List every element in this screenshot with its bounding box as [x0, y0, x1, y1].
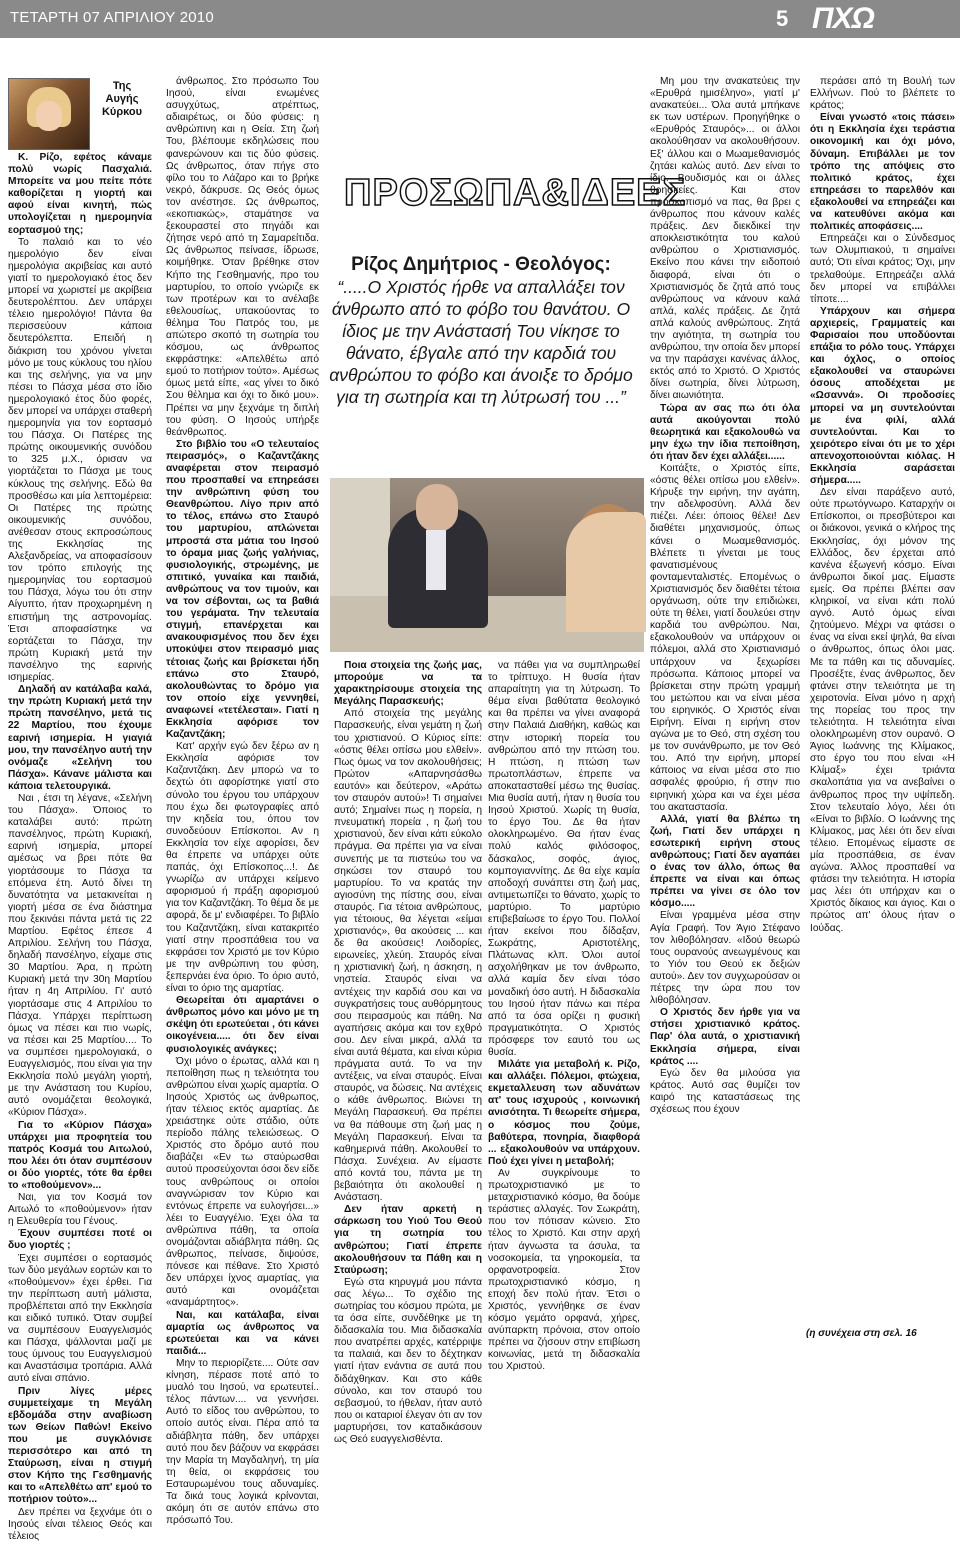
article-column-4	[334, 660, 482, 1445]
answer-paragraph: Το παλαιό και το νέο ημερολόγιο δεν είναι ημερολόγια ακριβείας και αυτό γιατί το ημερολογιακό έτος δεν μπορεί να χωριστεί με ακρίβεια δευτερολέπτου. Δεν υπάρχει τέλειο ημερολόγιο! Πάντα θα περισσεύουν κάποια δευτερόλεπτα. Επειδή η διάκριση του χρόνου γίνεται μόνο με τους κύκλους του ηλίου και της σελήνης, για να μην πέσει το Πάσχα μέσα στο ίδιο ημερολογιακό έτος δύο φορές, δεν μπορεί να υπάρχει σταθερή ημερομηνία για τον εορτασμό του Πάσχα. Οι Πατέρες της πρώτης οικουμενικής συνόδου το 325 μ.Χ., όρισαν να γιορτάζεται το Πάσχα με τους κύκλους της σελήνης. Εδώ θα προσθέσω και μία λεπτομέρεια: Οι Πατέρες της πρώτης οικουμενικής συνόδου, ανέθεσαν στους εκπροσώπους της Εκκλησίας της Αλεξανδρείας, να αποφασίσουν τον τρόπο επιλογής της ημερομηνίας του εορτασμού του Πάσχα, λόγω του ότι στην Αίγυπτο, ήταν προχωρημένη η επιστήμη της αστρονομίας. Έτσι αποφασίστηκε να εορτάζεται το Πάσχα, την πρώτη Κυριακή μετά την πανσέληνο της εαρινής ισημερίας.	[8, 236, 152, 684]
answer-paragraph: Αν συγκρίνουμε το πρωτοχριστιανικό με το μεταχριστιανικό κόσμο, θα δούμε τεράστιες αλλαγές. Τον Σωκράτη, που τον πότισαν κώνειο. Στο τέλος το Χριστό. Και στην αρχή ήταν άγνωστα τα άσυλα, τα νοσοκομεία, τα γηροκομεία, τα ορφανοτροφεία. Στον πρωτοχριστιανικό κόσμο, η εποχή δεν πολύ ήταν. Έτσι ο Χριστός, γεννήθηκε σε έναν κόσμο γεμάτο ορφανά, χήρες, ανύπαρκτη πρόνοια, στον οποίο πρέπει να ζήσουν στην επιβίωση κοινωνίας, μετά τη διδασκαλία του Χριστού.	[488, 1167, 640, 1373]
quote-text: “.....Ο Χριστός ήρθε να απαλλάξει τον άνθρωπο από το φόβο του θανάτου. Ο ίδιος με την Ανάστασή Του νίκησε το θάνατο, έβγαλε από την καρδιά του ανθρώπου το φόβο και άνοιξε το δρόμο για τη σωτηρία και τη λύτρωσή του ...”	[329, 277, 633, 407]
question-paragraph: Ναι, και κατάλαβα, είναι αμαρτία ως άνθρωπος να ερωτεύεται και να κάνει παιδιά...	[166, 1309, 319, 1357]
article-column-6	[650, 76, 800, 1332]
question-paragraph: Δηλαδή αν κατάλαβα καλά, την πρώτη Κυριακή μετά την πρώτη πανσέληνο, μετά τις 22 Μαρτίου, που έχουμε εαρινή ισημερία. Η γιαγιά μου, την πανσέληνο αυτή την ονόμαζε «Σελήνη του Πάσχα». Κάνανε μάλιστα και κάποια τελετουργικά.	[8, 684, 152, 792]
answer-paragraph: Είναι γραμμένα μέσα στην Αγία Γραφή. Τον Άγιο Στέφανο τον λιθοβόλησαν. «Ιδού θεωρώ τους ουρανούς ανεωγμένους και το Υιόν του Θεού εκ δεξιών αυτού». Δεν τον συγχωρούσαν οι πέτρες την ώρα που τον λιθοβόλησαν.	[650, 910, 800, 1007]
author-face	[36, 101, 62, 131]
interview-photo	[330, 478, 644, 652]
answer-paragraph: Έχει συμπέσει ο εορτασμός των δύο μεγάλων εορτών και το «ποθούμενον» έχει έρθει. Για την περίπτωση αυτή μάλιστα, προβλέπεται από την Εκκλησία και ειδικό τυπικό. Όταν συμβεί να συμπέσουν Ευαγγελισμός και Πάσχα, ψάλλονται μαζί με τους ύμνους του Ευαγγελισμού και Αναστάσιμα τροπάρια. Αλλά αυτό είναι σπάνιο.	[8, 1252, 152, 1385]
question-paragraph: Τώρα αν σας πω ότι όλα αυτά ακούγονται πολύ θεωρητικά και εξακολουθώ να μην έχω την ίδια πεποίθηση, ότι ήταν δεν έχει αλλάξει......	[650, 402, 800, 462]
question-paragraph: Ο Χριστός δεν ήρθε για να στήσει χριστιανικό κράτος. Παρ' όλα αυτά, ο χριστιανική Εκκλησία σήμερα, είναι κράτος ....	[650, 1007, 800, 1067]
continuation-note: (η συνέχεια στη σελ. 16	[806, 1328, 917, 1339]
question-paragraph: Είναι γνωστό «τοις πάσει» ότι η Εκκλησία έχει τεράστια οικονομική και όχι μόνο, δύναμη. Επιβάλλει με τον τρόπο της απόψεις στο πολιτικό κράτος, έχει επηρεάσει το παρελθόν και εξακολουθεί να επηρεάζει και να κατευθύνει ακόμα και πολιτικές αποφάσεις....	[810, 112, 955, 233]
page-number: 5	[776, 6, 789, 31]
question-paragraph: Αλλά, γιατί θα βλέπω τη ζωή, Γιατί δεν υπάρχει η εσωτερική ειρήνη στους ανθρώπους; Γιατί δεν αγαπάει ο ένας τον άλλο, όπως θα έπρεπε να είναι και όπως πρέπει να γίνει σε όλο τον κόσμο.....	[650, 813, 800, 910]
photo-man-shirt	[426, 530, 446, 590]
column-4-body	[334, 708, 482, 1446]
question-paragraph: Για το «Κύριον Πάσχα» υπάρχει μια προφητεία του πατρός Κοσμά του Αιτωλού, που λέει ότι όταν συμπέσουν οι δύο γιορτές, τότε θα έρθει το «ποθούμενον»...	[8, 1119, 152, 1191]
question-paragraph: Δεν ήταν αρκετή η σάρκωση του Υιού Του Θεού για τη σωτηρία του ανθρώπου; Γιατί έπρεπε ακολουθήσουν τα Πάθη και η Σταύρωση;	[334, 1204, 482, 1276]
byline-line3: Κύρκου	[101, 106, 143, 118]
answer-paragraph: Από στοιχεία της μεγάλης Παρασκευής, είναι γεμάτη η ζωή του χριστιανού. Ο Κύριος είπε: «όστις θέλει οπίσω μου ελθείν». Πως όμως να τον ακολουθήσεις; Πρώτον «Απαρνησάσθω εαυτόν» και δεύτερον, «Αράτω τον σταυρόν αυτού»! Τι σημαίνει αυτό; Σημαίνει πως η πορεία, η πνευματική πορεία , η ζωή του χριστιανού, δεν είναι κάτι εύκολο πράγμα. Θα πρέπει για να είναι συνεπής με τα πιστεύω του να σηκώσει τον σταυρό του μαρτυρίου. Το να κρατάς την αγιοσύνη της πίστης σου, είναι σταυρός. Για τέτοια ανθρώπους, για τέτοιους, θα λέγεται «είμαι χριστιανός», θα ακούσεις ... και δε θα ακούσεις! Λοιδορίες, ειρωνείες, χλεύη. Σταυρός είναι η χριστιανική ζωή, η άσκηση, η νηστεία. Σταυρός είναι να αντέχεις την καρδιά σου και να συγκρατήσεις τους αυθόρμητους σου πειρασμούς και πάθη. Να αγαπήσεις ακόμα και τον εχθρό σου. Δεν είναι μικρά, αλλά τα είναι αυτά θέματα, και είναι κύρια πράγματα αυτά. Το να την αντέξεις, να είναι σταυρός. Είναι σταυρός, να δώσεις. Να αντέχεις ο κάθε άνθρωπος. Βιώνει τη Μεγάλη Παρασκευή. Θα πρέπει να θα πάθουμε στη ζωή μας η Μεγάλη Παρασκευή. Είναι τα καθημερινά πάθη. Ακολουθεί το Πάσχα. Συνέχεια. Αν είμαστε από κοντά του, πάντα με τη βεβαιότητα ότι ακολουθεί η Ανάσταση.	[334, 708, 482, 1204]
author-photo	[8, 78, 90, 150]
answer-paragraph: Εγώ στα κηρυγμά μου πάντα σας λέγω... Το σχέδιο της σωτηρίας του κόσμου πρώτα, με τα όσα είπε, συνδέθηκε με τη διδασκαλία του. Μια διδασκαλία που ανατρέπει αρχές, κατέρριψε τα παλαιά, και δεν το δέχτηκαν γιατί ήταν ενάντια σε αυτά που διδάχθηκαν. Και στο κάθε σύνολο, και τον σταυρό του σεβασμού, το ήθελαν, ήταν αυτό που οι καταριοί έλεγαν ότι αν τον μαρτυρήσει, τον καταδικάσουν ως Θεό ευαγγελισθέντα.	[334, 1276, 482, 1445]
question-paragraph: Στο βιβλίο του «Ο τελευταίος πειρασμός», ο Καζαντζάκης αναφέρεται στον πειρασμό που προσπαθεί να επηρεάσει την ανθρώπινη φύση του Θεανθρώπου. Λίγο πριν από το τέλος, επάνω στο Σταυρό του μαρτυρίου, απλώνεται μπροστά στα μάτια του Ιησού το όραμα μιας ζωής γαλήνιας, φυσιολογικής, στρωμένης, με σπιτικό, γυναίκα και παιδιά, ανθρώπους να τον τιμούν, και να τον σέβονται, ως τα βαθιά του γεράματα. Την τελευταία στιγμή, επανέρχεται και ανακουφισμένος που δεν έχει υποκύψει στον πειρασμό μιας τέτοιας ζωής και βρίσκεται ήδη επάνω στο Σταυρό, ακολουθώντας το δρόμο για τον οποίο είχε γεννηθεί, αναφωνεί «τετέλεσται». Γιατί η Εκκλησία αφόρισε τον Καζαντζάκη;	[166, 438, 319, 741]
answer-paragraph: Δεν πρέπει να ξεχνάμε ότι ο Ιησούς είναι τέλειος Θεός και τέλειος	[8, 1506, 152, 1542]
article-column-2	[166, 76, 319, 1527]
photo-man-head	[416, 484, 458, 532]
answer-paragraph: Ναι , έτσι τη λέγανε, «Σελήνη του Πάσχα». Όποιος το καταλάβει αυτό: πρώτη πανσέληνος, πρώτη Κυριακή, εαρινή ισημερία, μπορεί αμέσως να βρει πότε θα γιορτάσουμε το Πάσχα τα επόμενα έτη. Αυτό δίνει τη δυνατότητα να μετακινείται η γιορτή μέσα σε ένα διάστημα που ξεκινάει πάντα μετά τις 22 Μαρτίου. Εφέτος έπεσε 4 Απριλίου. Σελήνη του Πάσχα, δηλαδή πανσέληνο, είχαμε στις 30 Μαρτίου. Άρα, η πρώτη Κυριακή μετά την 30η Μαρτίου ήταν η 4η Απριλίου. Γι' αυτό γιορτάσαμε στις 4 Απριλίου το Πάσχα. Υπάρχει περίπτωση όμως να πέσει και πιο νωρίς, να πέσει και 25 Μαρτίου.... Το να συμπέσει ημερολογιακά, ο Ευαγγελισμός, που είναι για την Εκκλησία πολύ μεγάλη γιορτή, με την Ανάσταση του Κυρίου, αυτό ονομάζεται θεολογικά, «Κύριον Πάσχα».	[8, 792, 152, 1119]
answer-paragraph: περάσει από τη Βουλή των Ελλήνων. Πού το βλέπετε το κράτος;	[810, 76, 955, 112]
question-paragraph: Κ. Ρίζο, εφέτος κάναμε πολύ νωρίς Πασχαλιά. Μπορείτε να μου πείτε πότε καθορίζεται η γιορτή και αφού είναι κινητή, πώς υπολογίζεται η ημερομηνία εορτασμού της;	[8, 152, 152, 236]
question-paragraph: Θεωρείται ότι αμαρτάνει ο άνθρωπος μόνο και μόνο με τη σκέψη ότι ερωτεύεται , ότι κάνει οικογένεια..... ότι δεν είναι φυσιολογικές ανάγκες;	[166, 995, 319, 1055]
answer-paragraph: άνθρωπος. Στο πρόσωπο Του Ιησού, είναι ενωμένες ασυγχύτως, ατρέπτως, αδιαιρέτως, οι δύο φύσεις: η ανθρώπινη και η Θεία. Στη ζωή Του, βλέπουμε εκδηλώσεις που φανερώνουν και τις δύο φύσεις. Ως άνθρωπος, όταν πήγε στο φίλο του το Λάζαρο και το βρήκε νεκρό, δάκρυσε. Ως Θεός όμως τον ανέστησε. Ως άνθρωπος, «εκοπιακώς», σταμάτησε να ξεκουραστεί στο πηγάδι και ζήτησε νερό από τη Σαμαρείτιδα. Ως άνθρωπος πείνασε, ίδρωσε, κοιμήθηκε. Όταν βρέθηκε στον Κήπο της Γεσθημανής, προ του μαρτυρίου, το οποίο γνώριζε εκ των προτέρων και το ανέλαβε εθελουσίως, υπακούοντας το θέλημα Του Πατρός του, με απώτερο σκοπό τη σωτηρία του κόσμου, ως άνθρωπος εκφράστηκε: «Απελθέτω από εμού το ποτήριον τούτο». Αμέσως όμως μετά είπε, «ας γίνει το δικό Σου θέλημα και όχι το δικό μου». Πρέπει να μην ξεχνάμε τη διπλή του φύση. Ο Ιησούς υπήρξε θεάνθρωπος.	[166, 76, 319, 438]
question-paragraph: Υπάρχουν και σήμερα αρχιερείς, Γραμματείς και Φαρισαίοι που υποδύονται επάξια το ρόλο τους. Υπάρχει και όχλος, ο οποίος εξακολουθεί να σταυρώνει όσους αποδέχεται με «Ωσαννά». Οι προδοσίες μπορεί να μη συντελούνται με ένα φιλί, αλλά συντελούνται. Και το χειρότερο είναι ότι με το χέρι απενοχοποιούνται κιόλας. Η Εκκλησία σαράσεται σήμερα.....	[810, 305, 955, 487]
issue-date: ΤΕΤΑΡΤΗ 07 ΑΠΡΙΛΙΟΥ 2010	[10, 9, 214, 26]
question-paragraph: Μιλάτε για μεταβολή κ. Ρίζο, και αλλάξει. Πόλεμοι, φτώχεια, εκμεταλλευση των αδυνάτων ατ' τους ισχυρούς , κοινωνική ανισότητα. Τι θεωρείτε σήμερα, ο κόσμος που ζούμε, βαθύτερα, πονηρία, διαφθορά ... εξακολουθούν να υπάρχουν. Πού έχει γίνει η μεταβολή;	[488, 1059, 640, 1167]
article-column-5	[488, 660, 640, 1373]
section-title: ΠΡΟΣΩΠΑ&ΙΔΕΕΣ	[344, 172, 687, 214]
answer-paragraph: να πάθει για να συμπληρωθεί το τρίπτυχο. Η θυσία ήταν απαραίτητη για τη λύτρωση. Το θέμα είναι βαθύτατα θεολογικό και θα πρέπει να γίνει αναφορά στην Παλαιά Διαθήκη, καθώς και στην ιστορική πορεία του ανθρώπου από την πτώση του. Η πτώση, η πτώση των πρωτοπλάστων, έπρεπε να αποκατασταθεί μέσω της θυσίας. Μια θυσία αυτή, ήταν η θυσία του Ιησού Χριστού. Χωρίς τη θυσία, το έργο Του. Δε θα ήταν ολοκληρωμένο. Θα ήταν ένας πολύ καλός φιλόσοφος, δάσκαλος, σοφός, άγιος, κομπογιαννίτης. Δε θα είχε καμία αποδοχή συνάπτει στη ζωή μας, αντιμετωπίζει το θάνατο, χωρίς το μαρτύριο. Το μαρτύριο επιβεβαίωσε το έργο Του. Πολλοί ήταν εκείνοι που δίδαξαν, Σωκράτης, Αριστοτέλης, Πλάτωνας κλπ. Όλοι αυτοί ασχολήθηκαν με τον άνθρωπο, αλλά καμία δεν είναι τόσο μοναδική όσο αυτή. Η διδασκαλία του Ιησού ήταν πάνω και πέρα από τα όσα ορίζει η φυσική πραγματικότητα. Ο Χριστός πρόσφερε τον εαυτό του ως θυσία.	[488, 660, 640, 1058]
answer-paragraph: Όχι μόνο ο έρωτας, αλλά και η πεποίθηση πως η τελειότητα του ανθρώπου είναι χωρίς αμαρτία. Ο Ιησούς Χριστός ως άνθρωπος, ήταν τέλειος εκτός αμαρτίας. Δε χρειάστηκε ούτε στάδιο, ούτε περίοδο πάλης τελειώσεως. Ο Χριστός στο δρόμο αυτό που διαβάζει «Εν τω σταύρωσθαι αυτού προσεύχονται όσοι δεν είδε τους ανθρώπους οι οποίοι αναγνώρισαν τον Κύριο και εντόνως έπρεπε να ευλογήσει...» λέει το Ευαγγέλιο. Έχει όλα τα ανθρώπινα πάθη, τα οποία ονομάζονται αδιάβλητα πάθη. Ως άνθρωπος, πείνασε, διψούσε, πόνεσε και πέθανε. Στο Χριστό δεν υπάρχει ίχνος αμαρτίας, για αυτό και ονομάζεται «αναμάρτητος».	[166, 1055, 319, 1309]
question-paragraph: Πριν λίγες μέρες συμμετείχαμε τη Μεγάλη εβδομάδα στην αναβίωση των Θείων Παθών! Εκείνο που με συγκλόνισε περισσότερο και από τη Σταύρωση, είναι η στιγμή στον Κήπο της Γεσθημανής και το «Απελθέτω απ' εμού το ποτήριον τούτο»...	[8, 1385, 152, 1506]
byline-line2: Αυγής	[105, 93, 139, 105]
answer-paragraph: Εγώ δεν θα μιλούσα για κράτος. Αυτό σας θυμίζει τον καιρό της καταστάσεως της σχέσεως που έχουν	[650, 1067, 800, 1115]
answer-paragraph: Κοιτάξτε, ο Χριστός είπε, «όστις θέλει οπίσω μου ελθείν». Κήρυξε την ειρήνη, την αγάπη, την αδελφοσύνη. Αλλά δεν πιέζει. Λέει: όποιος θέλει! Δεν διαθέτει μηχανισμούς, όπως κάνει ο Μωαμεθανισμός. Βλέπετε τι γίνεται με τους φανατισμένους φονταμενταλιστές. Επομένως ο Χριστιανισμός δεν διαθέτει τέτοια οργάνωση, ούτε την επιδιώκει, ούτε τη θέλει, γιατί δουλεύει στην καρδιά του ανθρώπου. Ναι, εξακολουθούν να υπάρχουν οι πόλεμοι, αλλά στο Χριστιανισμό υπάρχουν να ξεχωρίσει πρόσωπα. Κάποιος μπορεί να βρίσκεται στην πρώτη γραμμή του μετώπου και να είναι μέσα του ειρηνικός. Ο Χριστός είναι Ειρήνη. Είναι η ειρήνη στον αγώνα με το Θεό, στη σχέση του με τον συνάνθρωπο, με τον Θεό του. Από την ειρήνη, μπορεί κάποιος να είναι μέσα στο πιο ασφαλές φρούριο, ή στην πιο ειρηνική χώρα και να έχει μέσα του ακαταστασία.	[650, 463, 800, 813]
byline-line1: Της	[112, 80, 132, 92]
answer-paragraph: Κατ' αρχήν εγώ δεν ξέρω αν η Εκκλησία αφόρισε τον Καζαντζάκη. Δεν μπορώ να το δεχτώ ότι αφορίστηκε γιατί στο σύνολο του έργου του υπάρχουν που έχω δει φωτογραφίες από την κηδεία του, όπου τον συνοδεύουν Επίσκοποι. Αν η Εκκλησία τον είχε αφορίσει, δεν θα έπρεπε να υπάρχει ούτε παπάς, όχι Επίσκοπος...!. Δε γνωρίζω αν υπάρχει κείμενο αφορισμού ή πράξη αφορισμού για τον Καζαντζάκη. Το θέμα δε με αφορά, δε μ' ενδιαφέρει. Το βιβλίο του Καζαντζάκη, είναι κατακριτέο γιατί στην προσπάθεια του να εκφράσει τον Χριστό με τον Κύριο με την ανθρώπινη του φύση, ξεπερνάει ένα όριο. Το όριο αυτό, είναι το όριο της αμαρτίας.	[166, 741, 319, 995]
article-column-1	[8, 152, 152, 1542]
byline	[92, 80, 152, 119]
answer-paragraph: Μην το περιορίζετε.... Ούτε σαν κίνηση, πέρασε ποτέ από το μυαλό του Ιησού, να ερωτευτεί.. τέλος πάντων.... να γεννήσει. Αυτό το είδος του ανθρώπου, το οποίο αυτός είναι. Πέρα από τα αδιάβλητα πάθη, δεν υπάρχει αυτό που δεν βάζουν να εκφράσει την Μαρία τη Μαγδαληνή, τη μία τη θεία, οι εκφράσεις του Εσταυρωμένου τους αδυναμίες. Τα δικά τους λογικά κρίνονται, ακόμη ότι σε αυτόν επάνω στο πρόσωπό Του.	[166, 1357, 319, 1527]
answer-paragraph: Επηρεάζει και ο Σύνδεσμος των Ολυμπιακού, τι σημαίνει αυτό; Ότι είναι κράτος; Όχι, μην τρελαθούμε. Επηρεάζει αλλά δεν μπορεί να επιβάλλει τίποτε....	[810, 233, 955, 305]
answer-paragraph: Μη μου την ανακατεύεις την «Ερυθρά ημισέληνο», γιατί μ' ανακατεύει... Όλα αυτά μπήκανε εκ των υστέρων. Προηγήθηκε ο «Ερυθρός Σταυρός»... οι άλλοι ακολούθησαν να ακολουθήσουν. Εξ' άλλου και ο Μωαμεθανισμός ζητάει καλώς αυτό. Δεν είναι το ίδιο. Βουδισμός και οι άλλες θρησκείες. Και στον προσκοπισμό να πας, θα βρει ς άνθρωπος που κάνουν καλές πράξεις. Δεν διεκδικεί την αποκλειστικότητα του καλού ανθρώπου ο Χριστιανισμός. Εκείνο που κάνει την ειδοποιό διαφορά, είναι ότι ο Χριστιανισμός δε ζητά από τους ανθρώπους να κάνουν καλά απλά, καλές πράξεις. Δε ζητά απλά καλούς ανθρώπους. Ζητά την αγιότητα, τη σωτηρία του ανθρώπου, την οποία δεν μπορεί να την παράσχει κανένας άλλος, εκτός από το Χριστό. Ο Χριστός δίνει σωτηρία, δίνει λύτρωση, δίνει αιωνιότητα.	[650, 76, 800, 402]
top-banner	[0, 0, 960, 38]
answer-paragraph: Δεν είναι παράξενο αυτό, ούτε πρωτόγνωρο. Καταρχήν οι Επίσκοποι, οι πρεσβύτεροι και οι διάκονοι, γενικά ο κλήρος της Εκκλησίας, όχι μόνον της Ελλάδος, δεν έρχεται από κανένα έξωγενή κόσμο. Είναι άνθρωποι δικοί μας. Είμαστε εμείς. Θα πρέπει βλέπει σαν κληρικοί, να είναι κάτι πολύ αγνό. Αυτό όμως είναι ζητούμενο. Μέχρι να φτάσει ο ένας να είναι εκεί ψηλά, θα είναι ο άνθρωπος, όπως όλοι μας. Με τα πάθη και τις αδυναμίες. Προσέξτε, ένας άνθρωπος, δεν φτάνει στην τελειότητα με τη χειροτονία. Είναι μόνο η αρχή της πορείας του προς την τελειότητα. Η τελειότητα είναι ολοκληρωμένη στον ουρανό. Ο Άγιος Ιωάννης της Κλίμακος, στο έργο του που είναι «Η Κλίμαξ» έχει τριάντα σκαλοπάτια για να ανεβαίνει ο άνθρωπος προς την υψίπεδη. Στον τελευταίο λόγο, λέει ότι «Είναι το βιβλίο. Ο Ιωάννης της Κλίμακος, μας λέει ότι δεν είναι τέλειο. Επομένως είμαστε σε μία προσπάθεια, σε έναν αγώνα. Άλλος προσπαθεί να φτάσει την τελειότητα. Η ιστορία μας λέει ότι υπήρχαν και ο Χριστός δίκαιος και άγιος. Και ο πρώτος απ' όλους ήταν ο Ιούδας.	[810, 487, 955, 934]
photo-window	[330, 478, 390, 598]
quote-speaker: Ρίζος Δημήτριος - Θεολόγος:	[351, 254, 611, 275]
question-paragraph: Έχουν συμπέσει ποτέ οι δυο γιορτές ;	[8, 1228, 152, 1252]
article-column-7	[810, 76, 955, 1332]
answer-paragraph: Ναι, για τον Κοσμά τον Αιτωλό το «ποθούμενον» ήταν η Ελευθερία του Γένους.	[8, 1192, 152, 1228]
pull-quote	[316, 254, 646, 408]
caption-question: Ποια στοιχεία της ζωής μας, μπορούμε να τα χαρακτηρίσουμε στοιχεία της Μεγάλης Παρασκευής;	[334, 660, 482, 708]
newspaper-logo: ΠΧΩ	[812, 2, 874, 35]
photo-woman	[566, 512, 646, 632]
